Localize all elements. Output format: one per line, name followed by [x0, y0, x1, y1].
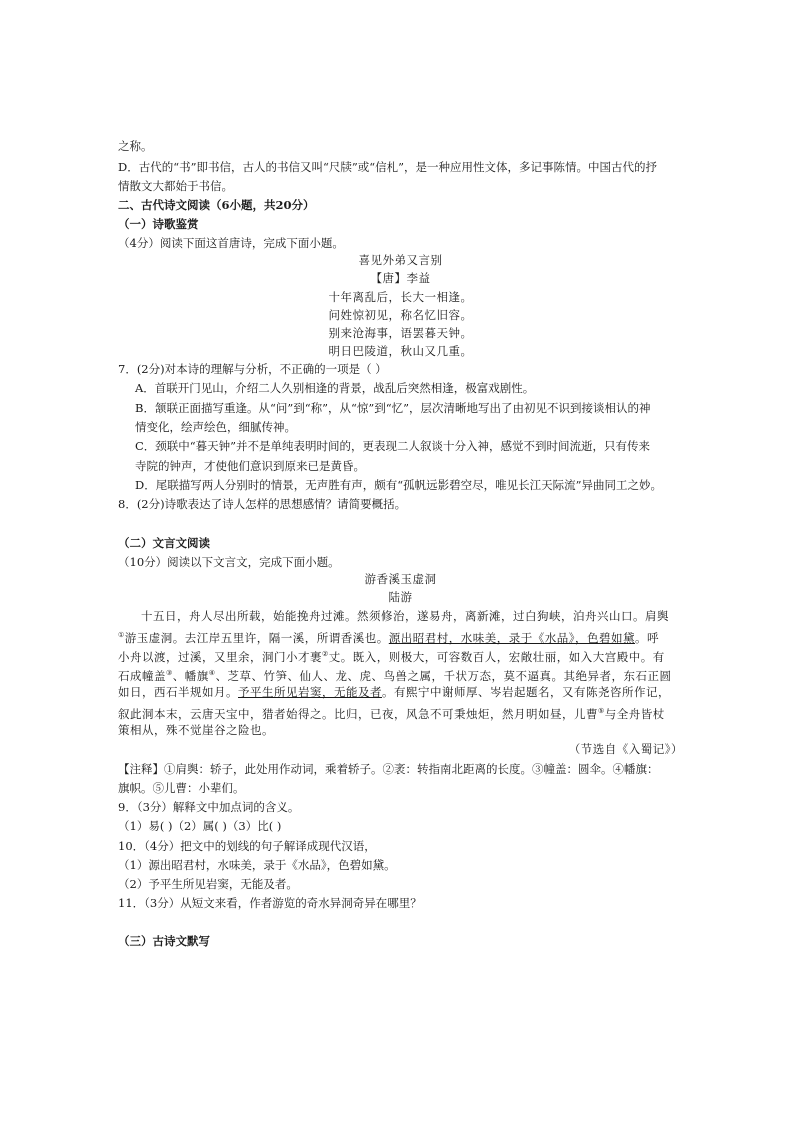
poem-line-2: 问姓惊初见，称名忆旧容。: [328, 308, 473, 322]
notes-line-2: 旗帜。⑤儿曹：小辈们。: [118, 781, 245, 795]
note-mark-5: ⑤: [598, 707, 605, 715]
question-7-option-c-line1: C．颈联中“暮天钟”并不是单纯表明时间的，更表现二人叙谈十分入神，感觉不到时间流逝，只有传来: [135, 439, 651, 453]
note-mark-4: ④: [208, 669, 216, 677]
essay-text: 小舟以渡，过溪，又里余，洞门小才裹: [118, 649, 322, 664]
underlined-sentence-1: 源出昭君村，水味美，录于《水品》，色碧如黛: [388, 630, 636, 645]
note-mark-1: ①: [118, 631, 125, 639]
question-7-option-c-line2: 寺院的钟声，才使他们意识到原来已是黄昏。: [135, 459, 365, 473]
poetry-instruction: （4分）阅读下面这首唐诗，完成下面小题。: [118, 236, 344, 250]
essay-text: 如日，西石半规如月。: [118, 685, 238, 699]
question-7-option-d: D．尾联描写两人分别时的情景，无声胜有声，颇有“孤帆远影碧空尽，唯见长江天际流”异曲同工之妙。: [135, 478, 662, 492]
essay-text: 、芝草、竹笋、仙人、龙、虎、鸟兽之属，千状万态，莫不逼真。其绝异者，东石正圆: [215, 668, 672, 683]
intro-line-1: 之称。: [118, 139, 153, 153]
poem-line-4: 明日巴陵道，秋山又几重。: [328, 344, 473, 358]
essay-line-7: 策相从，殊不觉崖谷之险也。: [118, 723, 274, 737]
question-10-part-2: （2）予平生所见岩窦，无能及者。: [118, 877, 298, 891]
underlined-sentence-2: 予平生所见岩窦，无能及者: [238, 685, 382, 699]
note-mark-2: ②: [322, 650, 329, 658]
essay-text: 丈。既入，则极大，可容数百人，宏敞壮丽，如入大宫殿中。有: [328, 649, 665, 664]
section-title: 二、古代诗文阅读（6小题，共20分）: [118, 198, 315, 212]
poem-author: 【唐】李益: [370, 271, 431, 285]
subsection-classical: （二）文言文阅读: [118, 536, 210, 550]
question-7-stem: 7．(2分)对本诗的理解与分析，不正确的一项是（ ）: [118, 362, 387, 376]
essay-line-5: [118, 683, 678, 702]
essay-text: 、幡旗: [172, 668, 209, 683]
essay-line-1: [118, 607, 678, 626]
poem-title: 喜见外弟又言别: [358, 253, 443, 267]
question-8: 8．(2分)诗歌表达了诗人怎样的思想感情？请简要概括。: [118, 497, 407, 511]
intro-line-3: 情散文大都始于书信。: [118, 179, 233, 193]
essay-source: （节选自《入蜀记》）: [568, 742, 683, 756]
essay-text: 。有熙宁中谢师厚、岑岩起题名，又有陈尧咨所作记，: [382, 685, 670, 699]
subsection-poetry: （一）诗歌鉴赏: [118, 217, 199, 231]
notes-line-1: 【注释】①肩舆：轿子，此处用作动词，乘着轿子。②袤：转指南北距离的长度。③幢盖：圆伞。④幡旗：: [118, 762, 659, 776]
question-9: 9．（3分）解释文中加点词的含义。: [118, 800, 300, 814]
poem-line-1: 十年离乱后，长大一相逢。: [328, 290, 473, 304]
essay-text: 十五日，舟人尽出所载，始能挽舟过滩。然须修治，遂易舟，离新滩，过白狗峡，泊舟兴山口。肩舆: [141, 609, 669, 623]
note-mark-3: ③: [166, 669, 173, 677]
essay-text: 游玉虚洞。去江岸五里许，隔一溪，所谓香溪也。: [124, 630, 389, 645]
question-9-blanks: （1）易( )（2）属( )（3）比( ): [118, 819, 282, 833]
essay-text: 叙此洞本末，云唐天宝中，猎者始得之。比归，已夜，风急不可秉烛炬，然月明如昼，儿曹: [118, 706, 598, 721]
question-7-option-b-line1: B．颔联正面描写重逢。从“问”到“称”，从“惊”到“忆”，层次清晰地写出了由初见不识到接谈相认的神: [135, 401, 651, 415]
poem-line-3: 别来沧海事，语罢暮天钟。: [328, 326, 473, 340]
question-10-part-1: （1）源出昭君村，水味美，录于《水品》，色碧如黛。: [118, 858, 396, 872]
intro-line-2: D．古代的“书”即书信，古人的书信又叫“尺牍”或“信札”，是一种应用性文体，多记事陈情。中国古代的抒: [118, 160, 657, 174]
question-10: 10．（4分）把文中的划线的句子解译成现代汉语，: [118, 839, 376, 853]
classical-instruction: （10分）阅读以下文言文，完成下面小题。: [118, 555, 340, 569]
question-7-option-b-line2: 情变化，绘声绘色，细腻传神。: [135, 420, 296, 434]
subsection-recitation: （三）古诗文默写: [118, 934, 210, 948]
essay-text: 石成幢盖: [118, 668, 166, 683]
essay-text: 与全舟皆杖: [604, 706, 665, 721]
essay-title: 游香溪玉虚洞: [364, 572, 437, 586]
question-7-option-a: A．首联开门见山，介绍二人久别相逢的背景，战乱后突然相逢，极富戏剧性。: [135, 381, 535, 395]
essay-author: 陆游: [388, 590, 413, 604]
question-11: 11．（3分）从短文来看，作者游览的奇水异洞奇异在哪里？: [118, 896, 422, 910]
essay-text: 。呼: [635, 630, 660, 645]
